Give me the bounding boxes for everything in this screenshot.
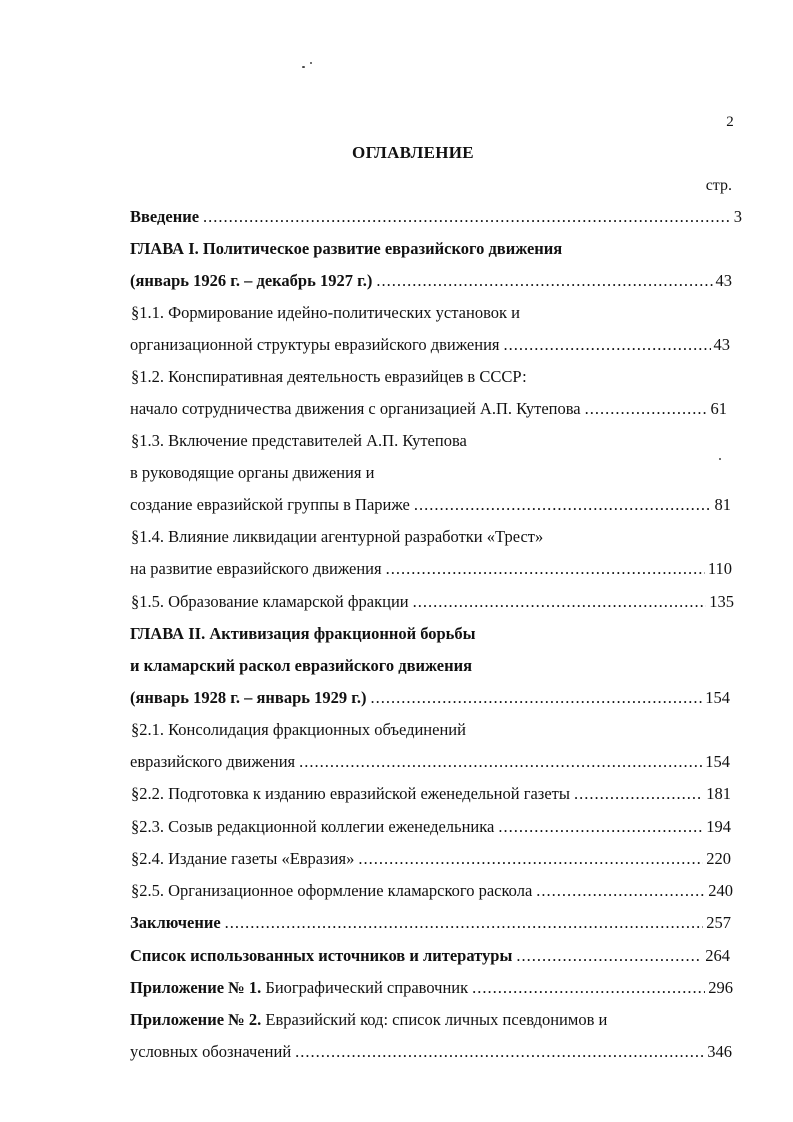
- dot-leader: [536, 879, 705, 903]
- dot-leader: [472, 976, 705, 1000]
- toc-page-number: 296: [708, 978, 733, 997]
- toc-entry-label: Список использованных источников и литературы: [130, 946, 513, 965]
- toc-chapter-1-dates[interactable]: [130, 269, 732, 293]
- scan-speck: [302, 66, 305, 68]
- dot-leader: [358, 847, 703, 871]
- dot-leader: [295, 1040, 704, 1064]
- toc-chapter-1-dates-label: (январь 1926 г. – декабрь 1927 г.): [130, 271, 373, 290]
- toc-section-1-5[interactable]: [131, 590, 734, 614]
- toc-section-1-2-cont[interactable]: [130, 397, 727, 421]
- scan-speck: [310, 62, 312, 64]
- toc-section-line: начало сотрудничества движения с организацией А.П. Кутепова: [130, 399, 581, 418]
- toc-appendix-label: Приложение № 2.: [130, 1010, 262, 1029]
- toc-section-1-1-cont[interactable]: [130, 333, 730, 357]
- dot-leader: [504, 333, 711, 357]
- toc-section-line: §2.1. Консолидация фракционных объединений: [131, 720, 466, 739]
- toc-section-2-3[interactable]: [131, 815, 731, 839]
- toc-chapter-2-title[interactable]: [130, 622, 750, 646]
- toc-section-line: §1.2. Конспиративная деятельность евразийцев в СССР:: [131, 367, 527, 386]
- toc-appendix-text: условных обозначений: [130, 1042, 292, 1061]
- dot-leader: [516, 944, 702, 968]
- toc-section-1-3-cont[interactable]: [130, 461, 730, 485]
- toc-section-line: §2.5. Организационное оформление кламарского раскола: [131, 881, 533, 900]
- toc-section-2-1-cont[interactable]: [130, 750, 730, 774]
- toc-page-number: 61: [710, 399, 727, 418]
- toc-chapter-1-title-line: ГЛАВА I. Политическое развитие евразийского движения: [130, 239, 563, 258]
- toc-section-line: §1.4. Влияние ликвидации агентурной разработки «Трест»: [131, 527, 544, 546]
- toc-section-line: создание евразийской группы в Париже: [130, 495, 410, 514]
- toc-section-line: §2.2. Подготовка к изданию евразийской еженедельной газеты: [131, 784, 570, 803]
- toc-page-number: 135: [709, 592, 734, 611]
- toc-chapter-2-dates[interactable]: [130, 686, 730, 710]
- toc-entry-appendix-2-cont[interactable]: [130, 1040, 732, 1064]
- toc-section-line: §2.3. Созыв редакционной коллегии еженедельника: [131, 817, 495, 836]
- scan-speck: [719, 458, 721, 460]
- toc-appendix-text: Евразийский код: список личных псевдонимов и: [261, 1010, 608, 1029]
- toc-chapter-2-title-line: ГЛАВА II. Активизация фракционной борьбы: [130, 624, 476, 643]
- toc-entry-introduction[interactable]: [130, 205, 742, 229]
- toc-section-line: евразийского движения: [130, 752, 296, 771]
- toc-page-number: 346: [707, 1042, 732, 1061]
- toc-page-number: 154: [705, 688, 730, 707]
- toc-chapter-2-title-line: и кламарский раскол евразийского движения: [130, 656, 473, 675]
- toc-entry-sources[interactable]: [130, 944, 730, 968]
- page-title: ОГЛАВЛЕНИЕ: [352, 143, 474, 162]
- toc-page-number: 110: [707, 559, 732, 578]
- toc-section-line: на развитие евразийского движения: [130, 559, 382, 578]
- dot-leader: [386, 557, 705, 581]
- toc-chapter-2-dates-label: (январь 1928 г. – январь 1929 г.): [130, 688, 367, 707]
- toc-page-number: 43: [713, 335, 730, 354]
- page-column-label: стр.: [705, 177, 732, 194]
- toc-page-number: 220: [706, 849, 731, 868]
- dot-leader: [376, 269, 712, 293]
- toc-entry-conclusion[interactable]: [130, 911, 731, 935]
- toc-page-number: 3: [733, 207, 742, 226]
- toc-chapter-2-title-cont[interactable]: [130, 654, 750, 678]
- toc-page-number: 257: [706, 913, 731, 932]
- toc-page-number: 81: [714, 495, 731, 514]
- dot-leader: [585, 397, 708, 421]
- toc-page-number: 154: [705, 752, 730, 771]
- toc-section-1-2[interactable]: [131, 365, 731, 389]
- toc-section-line: §1.5. Образование кламарской фракции: [131, 592, 409, 611]
- toc-chapter-1-title[interactable]: [130, 237, 750, 261]
- toc-section-2-1[interactable]: [131, 718, 731, 742]
- toc-page-number: 264: [705, 946, 730, 965]
- dot-leader: [299, 750, 702, 774]
- toc-section-line: §2.4. Издание газеты «Евразия»: [131, 849, 355, 868]
- toc-appendix-text: Биографический справочник: [261, 978, 469, 997]
- toc-section-line: организационной структуры евразийского движения: [130, 335, 500, 354]
- toc-section-line: §1.1. Формирование идейно-политических установок и: [131, 303, 520, 322]
- toc-entry-label: Заключение: [130, 913, 221, 932]
- toc-section-2-4[interactable]: [131, 847, 731, 871]
- dot-leader: [414, 493, 712, 517]
- toc-section-line: §1.3. Включение представителей А.П. Кутепова: [131, 431, 467, 450]
- toc-page-number: 43: [715, 271, 732, 290]
- toc-section-line: в руководящие органы движения и: [130, 463, 375, 482]
- toc-entry-label: Введение: [130, 207, 200, 226]
- dot-leader: [413, 590, 707, 614]
- dot-leader: [225, 911, 704, 935]
- toc-section-1-4[interactable]: [131, 525, 731, 549]
- page-number: 2: [726, 114, 734, 130]
- dot-leader: [203, 205, 731, 229]
- toc-section-2-2[interactable]: [131, 782, 731, 806]
- toc-section-1-3[interactable]: [131, 429, 731, 453]
- dot-leader: [371, 686, 703, 710]
- toc-appendix-label: Приложение № 1.: [130, 978, 262, 997]
- toc-entry-appendix-1[interactable]: [130, 976, 733, 1000]
- toc-page-number: 181: [706, 784, 731, 803]
- toc-section-1-4-cont[interactable]: [130, 557, 732, 581]
- dot-leader: [574, 782, 703, 806]
- toc-section-1-3-cont2[interactable]: [130, 493, 731, 517]
- toc-page-number: 240: [708, 881, 733, 900]
- toc-entry-appendix-2[interactable]: [130, 1008, 750, 1032]
- toc-section-1-1[interactable]: [131, 301, 731, 325]
- toc-page-number: 194: [706, 817, 731, 836]
- dot-leader: [498, 815, 703, 839]
- toc-section-2-5[interactable]: [131, 879, 733, 903]
